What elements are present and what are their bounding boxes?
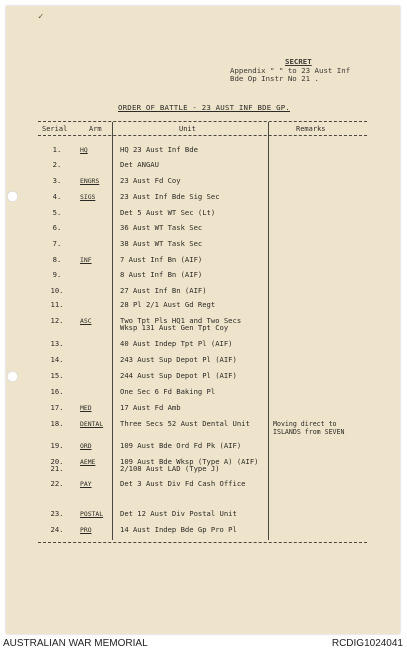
column-header-remarks: Remarks	[296, 125, 326, 133]
serial-cell: 23.	[50, 509, 64, 518]
unit-cell: Wksp 131 Aust Gen Tpt Coy	[120, 323, 229, 332]
serial-cell: 24.	[50, 525, 64, 534]
serial-cell: 14.	[50, 355, 64, 364]
unit-cell: 109 Aust Bde Ord Fd Pk (AIF)	[120, 441, 242, 450]
tick-mark: ✓	[38, 12, 44, 22]
arm-cell: INF	[80, 256, 92, 264]
unit-cell: 14 Aust Indep Bde Gp Pro Pl	[120, 525, 237, 534]
table-row	[0, 161, 407, 175]
unit-cell: 28 Pl 2/1 Aust Gd Regt	[120, 300, 216, 309]
unit-cell: 243 Aust Sup Depot Pl (AIF)	[120, 355, 237, 364]
serial-cell: 11.	[50, 300, 64, 309]
serial-cell: 6.	[52, 223, 62, 232]
serial-cell: 15.	[50, 371, 64, 380]
column-header-serial: Serial	[42, 125, 68, 133]
remarks-cell: ISLANDS from SEVEN	[273, 428, 345, 436]
serial-cell: 19.	[50, 441, 64, 450]
arm-cell: HQ	[80, 146, 88, 154]
serial-cell: 4.	[52, 192, 62, 201]
table-top-rule	[38, 121, 367, 122]
table-row	[0, 388, 407, 402]
table-row	[0, 340, 407, 354]
unit-cell: 7 Aust Inf Bn (AIF)	[120, 255, 203, 264]
appendix-reference-line1: Appendix " " to 23 Aust Inf	[230, 66, 351, 75]
unit-cell: Two Tpt Pls HQ1 and Two Secs	[120, 316, 242, 325]
table-row	[0, 177, 407, 191]
unit-cell: Det 5 Aust WT Sec (Lt)	[120, 208, 216, 217]
table-row	[0, 356, 407, 370]
unit-cell: 2/108 Aust LAD (Type J)	[120, 464, 220, 473]
serial-cell: 13.	[50, 339, 64, 348]
serial-cell: 22.	[50, 479, 64, 488]
table-row	[0, 372, 407, 386]
serial-cell: 8.	[52, 255, 62, 264]
table-row	[0, 193, 407, 207]
unit-cell: 17 Aust Fd Amb	[120, 403, 181, 412]
table-row	[0, 420, 407, 434]
classification-stamp: SECRET	[285, 57, 312, 66]
remarks-cell: Moving direct to	[273, 420, 337, 428]
unit-cell: 244 Aust Sup Depot Pl (AIF)	[120, 371, 237, 380]
unit-cell: 40 Aust Indep Tpt Pl (AIF)	[120, 339, 233, 348]
record-id: RCDIG1024041	[331, 638, 403, 649]
serial-cell: 21.	[50, 464, 64, 473]
table-bottom-rule	[38, 542, 367, 543]
table-row	[0, 458, 407, 472]
arm-cell: POSTAL	[80, 510, 104, 518]
serial-cell: 5.	[52, 208, 62, 217]
unit-cell: 27 Aust Inf Bn (AIF)	[120, 286, 207, 295]
arm-cell: AEME	[80, 458, 96, 466]
unit-cell: 23 Aust Fd Coy	[120, 176, 181, 185]
arm-cell: DENTAL	[80, 420, 104, 428]
serial-cell: 17.	[50, 403, 64, 412]
table-row	[0, 510, 407, 524]
arm-cell: MED	[80, 404, 92, 412]
table-row	[0, 224, 407, 238]
column-header-unit: Unit	[179, 125, 196, 133]
table-row	[0, 442, 407, 456]
table-row	[0, 317, 407, 331]
arm-cell: PRO	[80, 526, 92, 534]
serial-cell: 2.	[52, 160, 62, 169]
unit-cell: 109 Aust Bde Wksp (Type A) (AIF)	[120, 457, 259, 466]
unit-cell: 38 Aust WT Task Sec	[120, 239, 203, 248]
table-row	[0, 256, 407, 270]
serial-cell: 7.	[52, 239, 62, 248]
unit-cell: 23 Aust Inf Bde Sig Sec	[120, 192, 220, 201]
serial-cell: 10.	[50, 286, 64, 295]
unit-cell: One Sec 6 Fd Baking Pl	[120, 387, 216, 396]
serial-cell: 12.	[50, 316, 64, 325]
arm-cell: ENGRS	[80, 177, 100, 185]
arm-cell: ORD	[80, 442, 92, 450]
header-bottom-rule	[38, 135, 367, 136]
table-row	[0, 271, 407, 285]
table-row	[0, 526, 407, 540]
unit-cell: 8 Aust Inf Bn (AIF)	[120, 270, 203, 279]
table-row	[0, 146, 407, 160]
unit-cell: Three Secs 52 Aust Dental Unit	[120, 419, 250, 428]
unit-cell: 36 Aust WT Task Sec	[120, 223, 203, 232]
serial-cell: 9.	[52, 270, 62, 279]
arm-cell: SIGS	[80, 193, 96, 201]
serial-cell: 16.	[50, 387, 64, 396]
document-title: ORDER OF BATTLE - 23 AUST INF BDE GP.	[118, 103, 291, 112]
table-row	[0, 480, 407, 494]
unit-cell: Det ANGAU	[120, 160, 159, 169]
appendix-reference-line2: Bde Op Instr No 21 .	[230, 74, 319, 83]
arm-cell: PAY	[80, 480, 92, 488]
serial-cell: 18.	[50, 419, 64, 428]
table-row	[0, 240, 407, 254]
table-row	[0, 301, 407, 315]
serial-cell: 3.	[52, 176, 62, 185]
table-row	[0, 287, 407, 301]
table-row	[0, 404, 407, 418]
unit-cell: Det 12 Aust Div Postal Unit	[120, 509, 237, 518]
archive-credit: AUSTRALIAN WAR MEMORIAL	[3, 638, 148, 649]
arm-cell: ASC	[80, 317, 92, 325]
serial-cell: 1.	[52, 145, 62, 154]
unit-cell: HQ 23 Aust Inf Bde	[120, 145, 198, 154]
unit-cell: Det 3 Aust Div Fd Cash Office	[120, 479, 246, 488]
serial-cell: 20.	[50, 457, 64, 466]
table-row	[0, 209, 407, 223]
column-header-arm: Arm	[89, 125, 102, 133]
